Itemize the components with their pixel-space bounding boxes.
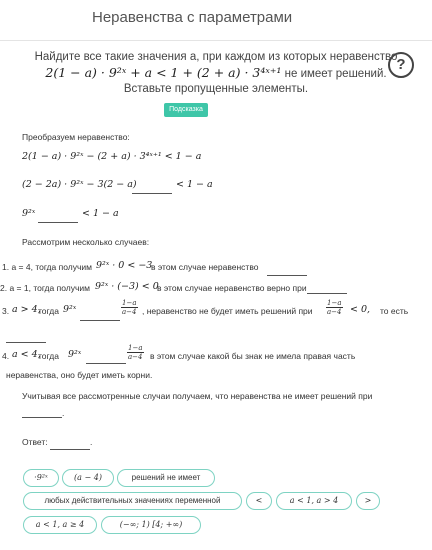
- case-1-math: 9²ˣ · 0 < −3: [96, 260, 153, 271]
- equation-3-right: < 1 − a: [82, 208, 119, 219]
- blank-summary[interactable]: [22, 417, 62, 418]
- case-3-fraction-den: a−4: [122, 308, 137, 316]
- task-line-3: Вставьте пропущенные элементы.: [123, 83, 309, 95]
- blank-eq3[interactable]: [38, 222, 78, 223]
- answer-dot: .: [90, 437, 93, 447]
- hint-button[interactable]: Подсказка: [164, 103, 208, 117]
- case-2-text-b: в этом случае неравенство верно при: [157, 283, 307, 293]
- option-less-than[interactable]: <: [246, 492, 272, 510]
- case-2-text: 2. a = 1, тогда получим: [0, 283, 90, 293]
- equation-3-left: 9²ˣ: [22, 208, 36, 219]
- blank-eq2[interactable]: [132, 193, 172, 194]
- case-1-text: 1. a = 4, тогда получим: [2, 262, 92, 272]
- blank-case-3-sign[interactable]: [80, 320, 120, 321]
- option-no-solutions[interactable]: решений не имеет: [117, 469, 215, 487]
- case-3-ineq: < 0,: [350, 304, 371, 315]
- task-statement: [0, 50, 432, 97]
- case-4-fraction-den: a−4: [128, 353, 143, 361]
- option-any-values[interactable]: любых действительных значениях переменной: [23, 492, 242, 510]
- equation-2-left: (2 − 2a) · 9²ˣ − 3(2 − a): [22, 179, 137, 190]
- cases-label: Рассмотрим несколько случаев:: [22, 237, 150, 247]
- option-9-power[interactable]: ·9²ˣ: [23, 469, 59, 487]
- task-formula-tail: не имеет решений.: [284, 68, 387, 80]
- case-4-cond: a < 4,: [12, 349, 41, 360]
- case-4-fraction-num: 1−a: [128, 344, 143, 352]
- case-1-text-b: в этом случае неравенство: [151, 262, 259, 272]
- equation-2-right: < 1 − a: [176, 179, 213, 190]
- case-3-then: тогда: [38, 306, 59, 316]
- summary-dot: .: [62, 408, 65, 418]
- answer-label: Ответ:: [22, 437, 48, 447]
- case-3-num: 3.: [2, 306, 10, 316]
- task-line-2: [0, 65, 432, 82]
- case-4-term: 9²ˣ: [68, 349, 82, 360]
- option-a-lt1-ge4[interactable]: a < 1, a ≥ 4: [23, 516, 97, 534]
- case-4-fraction: [127, 344, 144, 361]
- case-4-text-c: в этом случае какой бы знак не имела правая часть: [150, 351, 356, 361]
- blank-case-4-sign[interactable]: [86, 363, 126, 364]
- equation-1: 2(1 − a) · 9²ˣ − (2 + a) · 3⁴ˣ⁺¹ < 1 − a: [22, 151, 202, 162]
- page-title: Неравенства с параметрами: [92, 9, 293, 26]
- option-interval-union[interactable]: (−∞; 1) [4; +∞): [101, 516, 201, 534]
- case-3-fraction-2-num: 1−a: [327, 299, 342, 307]
- case-3-text-d: то есть: [380, 306, 409, 316]
- summary-text: Учитывая все рассмотренные случаи получаем, что неравенства не имеет решений при: [22, 391, 373, 401]
- header: [0, 0, 432, 41]
- case-4-then: тогда: [38, 351, 59, 361]
- blank-case-2[interactable]: [307, 293, 347, 294]
- case-2-math: 9²ˣ · (−3) < 0: [95, 281, 159, 292]
- case-3-fraction-2-den: a−4: [327, 308, 342, 316]
- case-4-num: 4.: [2, 351, 10, 361]
- blank-case-3-result[interactable]: [6, 342, 46, 343]
- task-line-1: Найдите все такие значения a, при каждом из которых неравенство: [34, 51, 398, 63]
- case-3-fraction-2: [326, 299, 343, 316]
- case-3-cond: a > 4,: [12, 304, 41, 315]
- case-4-text-d: неравенства, оно будет иметь корни.: [6, 370, 153, 380]
- case-3-fraction-num: 1−a: [122, 299, 137, 307]
- task-formula: 2(1 − a) · 9²ˣ + a < 1 + (2 + a) · 3⁴ˣ⁺¹: [45, 65, 282, 80]
- case-3-text-c: , неравенство не будет иметь решений при: [142, 306, 313, 316]
- help-icon[interactable]: ?: [388, 52, 414, 78]
- blank-answer[interactable]: [50, 449, 90, 450]
- option-a-lt1-gt4[interactable]: a < 1, a > 4: [276, 492, 352, 510]
- transform-label: Преобразуем неравенство:: [22, 132, 130, 142]
- option-a-minus-4[interactable]: (a − 4): [62, 469, 114, 487]
- case-3-term: 9²ˣ: [63, 304, 77, 315]
- blank-case-1[interactable]: [267, 275, 307, 276]
- option-greater-than[interactable]: >: [356, 492, 380, 510]
- case-3-fraction: [121, 299, 138, 316]
